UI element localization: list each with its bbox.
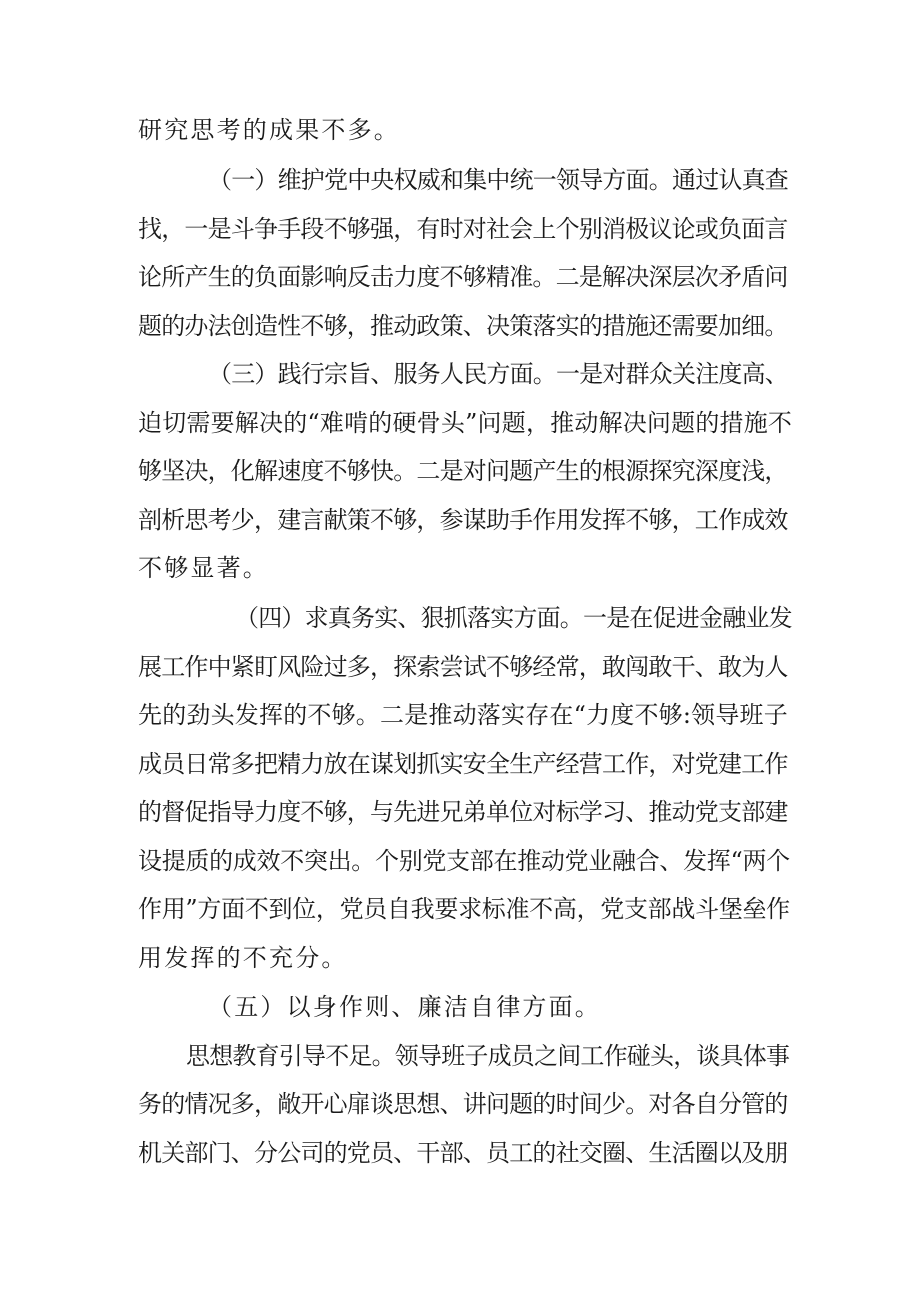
section-heading-one: （一）维护党中央权威和集中统一领导方面。通过认真查: [208, 166, 788, 194]
text-line: 机关部门、分公司的党员、干部、员工的社交圈、生活圈以及朋: [138, 1139, 788, 1167]
text-line: 论所产生的负面影响反击力度不够精准。二是解决深层次矛盾问: [138, 263, 788, 291]
text-line: 剖析思考少，建言献策不够，参谋助手作用发挥不够，工作成效: [138, 506, 788, 534]
text-line: 先的劲头发挥的不够。二是推动落实存在“力度不够:领导班子: [138, 701, 788, 729]
text-line: 够坚决，化解速度不够快。二是对问题产生的根源探究深度浅，: [138, 457, 788, 485]
text-line: 设提质的成效不突出。个别党支部在推动党业融合、发挥“两个: [138, 847, 790, 875]
text-line: 思想教育引导不足。领导班子成员之间工作碰头，谈具体事: [186, 1042, 790, 1070]
section-heading-four: （四）求真务实、狠抓落实方面。一是在促进金融业发: [235, 604, 792, 632]
section-heading-three: （三）践行宗旨、服务人民方面。一是对群众关注度高、: [208, 360, 788, 388]
text-line: 的督促指导力度不够，与先进兄弟单位对标学习、推动党支部建: [138, 798, 788, 826]
text-line: 迫切需要解决的“难啃的硬骨头”问题，推动解决问题的措施不: [138, 409, 793, 437]
text-line: 研究思考的成果不多。: [138, 116, 400, 144]
text-line: 用发挥的不充分。: [138, 944, 348, 972]
text-line: 题的办法创造性不够，推动政策、决策落实的措施还需要加细。: [138, 312, 788, 340]
text-line: 务的情况多，敞开心扉谈思想、讲问题的时间少。对各自分管的: [138, 1090, 788, 1118]
text-line: 不够显著。: [138, 554, 269, 582]
text-line: 成员日常多把精力放在谋划抓实安全生产经营工作，对党建工作: [138, 750, 788, 778]
section-heading-five: （五）以身作则、廉洁自律方面。: [208, 993, 601, 1021]
text-line: 展工作中紧盯风险过多，探索尝试不够经常，敢闯敢干、敢为人: [138, 653, 788, 681]
text-line: 作用”方面不到位，党员自我要求标准不高，党支部战斗堡垒作: [138, 895, 790, 923]
text-line: 找，一是斗争手段不够强，有时对社会上个别消极议论或负面言: [138, 215, 788, 243]
